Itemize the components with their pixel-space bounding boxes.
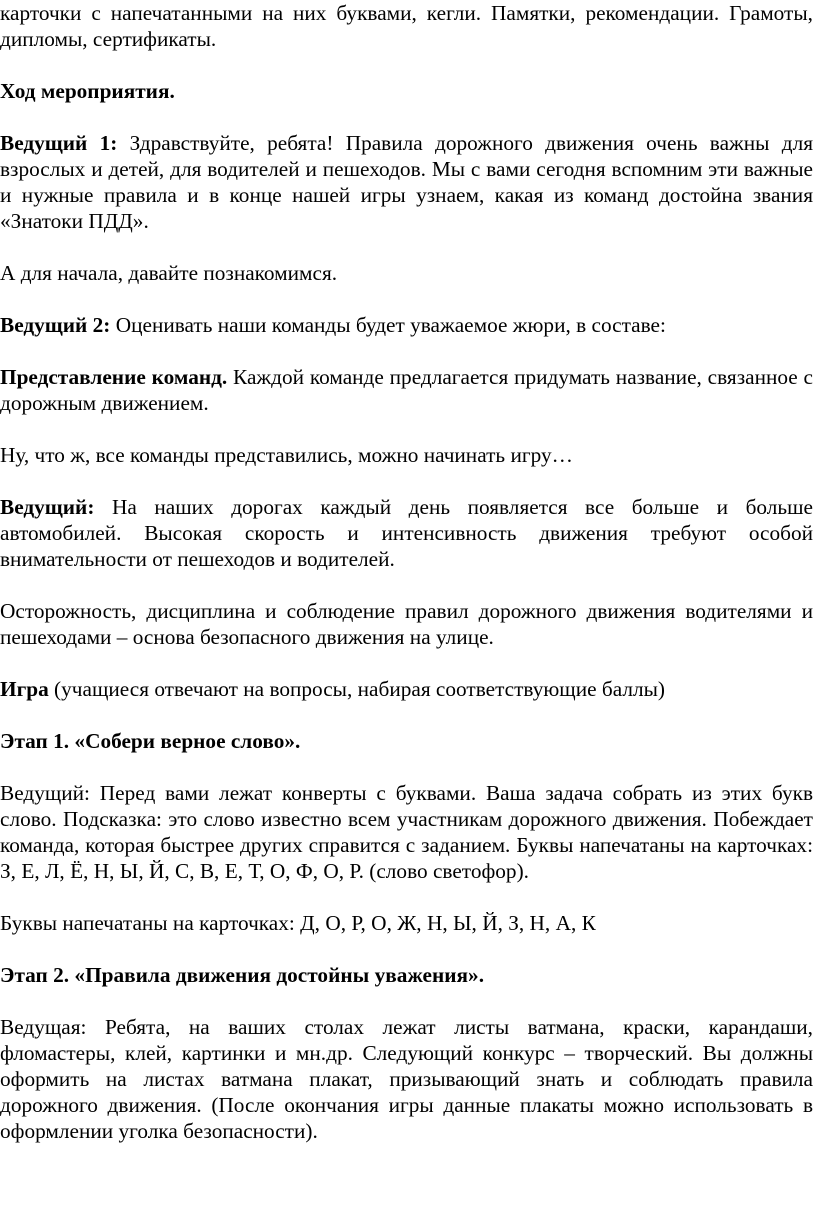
speaker-label: Ведущий:: [0, 495, 95, 519]
paragraph-text: (учащиеся отвечают на вопросы, набирая соответствующие баллы): [48, 677, 666, 701]
host-paragraph: [0, 494, 813, 572]
intro-paragraph: А для начала, давайте познакомимся.: [0, 261, 338, 285]
section-label: Игра: [0, 677, 49, 701]
stage2-paragraph: Ведущая: Ребята, на ваших столах лежат листы ватмана, краски, карандаши, фломастеры, клей, картинки и мн.др. Следующий конкурс – творческий. Вы должны оформить на листах ватмана плакат, призывающий знать и соблюдать правила дорожного движения. (После окончания игры данные плакаты можно использовать в оформлении уголка безопасности).: [0, 1015, 813, 1143]
speaker-label: Ведущий 1:: [0, 131, 118, 155]
letters-paragraph: Буквы напечатаны на карточках: Д, О, Р, О, Ж, Н, Ы, Й, З, Н, А, К: [0, 911, 596, 935]
heading-text: Ход мероприятия.: [0, 79, 175, 103]
stage1-paragraph: Ведущий: Перед вами лежат конверты с буквами. Ваша задача собрать из этих букв слово. Подсказка: это слово известно всем участникам дорожного движения. Побеждает команда, которая быстрее других справится с заданием. Буквы напечатаны на карточках: З, Е, Л, Ё, Н, Ы, Й, С, В, Е, Т, О, Ф, О, Р. (слово светофор).: [0, 781, 813, 883]
paragraph-text: Оценивать наши команды будет уважаемое жюри, в составе:: [110, 313, 666, 337]
host2-paragraph: [0, 312, 813, 338]
heading-text: Этап 1. «Собери верное слово».: [0, 729, 301, 753]
section-heading-hod: [0, 78, 813, 104]
stage1-heading: [0, 728, 813, 754]
paragraph-text: На наших дорогах каждый день появляется все больше и больше автомобилей. Высокая скорость и интенсивность движения требуют особой внимательности от пешеходов и водителей.: [0, 495, 813, 571]
game-paragraph: [0, 676, 813, 702]
materials-paragraph: карточки с напечатанными на них буквами, кегли. Памятки, рекомендации. Грамоты, дипломы, сертификаты.: [0, 1, 813, 51]
teams-paragraph: [0, 364, 813, 416]
paragraph-text: Каждой команде предлагается придумать название, связанное с дорожным движением.: [0, 365, 813, 415]
host1-paragraph: [0, 130, 813, 234]
heading-text: Этап 2. «Правила движения достойны уважения».: [0, 963, 485, 987]
section-label: Представление команд.: [0, 365, 228, 389]
start-paragraph: Ну, что ж, все команды представились, можно начинать игру…: [0, 443, 573, 467]
caution-paragraph: Осторожность, дисциплина и соблюдение правил дорожного движения водителями и пешеходами – основа безопасного движения на улице.: [0, 599, 813, 649]
speaker-label: Ведущий 2:: [0, 313, 111, 337]
paragraph-text: Здравствуйте, ребята! Правила дорожного движения очень важны для взрослых и детей, для водителей и пешеходов. Мы с вами сегодня вспомним эти важные и нужные правила и в конце нашей игры узнаем, какая из команд достойна звания «Знатоки ПДД».: [0, 131, 813, 233]
stage2-heading: [0, 962, 813, 988]
